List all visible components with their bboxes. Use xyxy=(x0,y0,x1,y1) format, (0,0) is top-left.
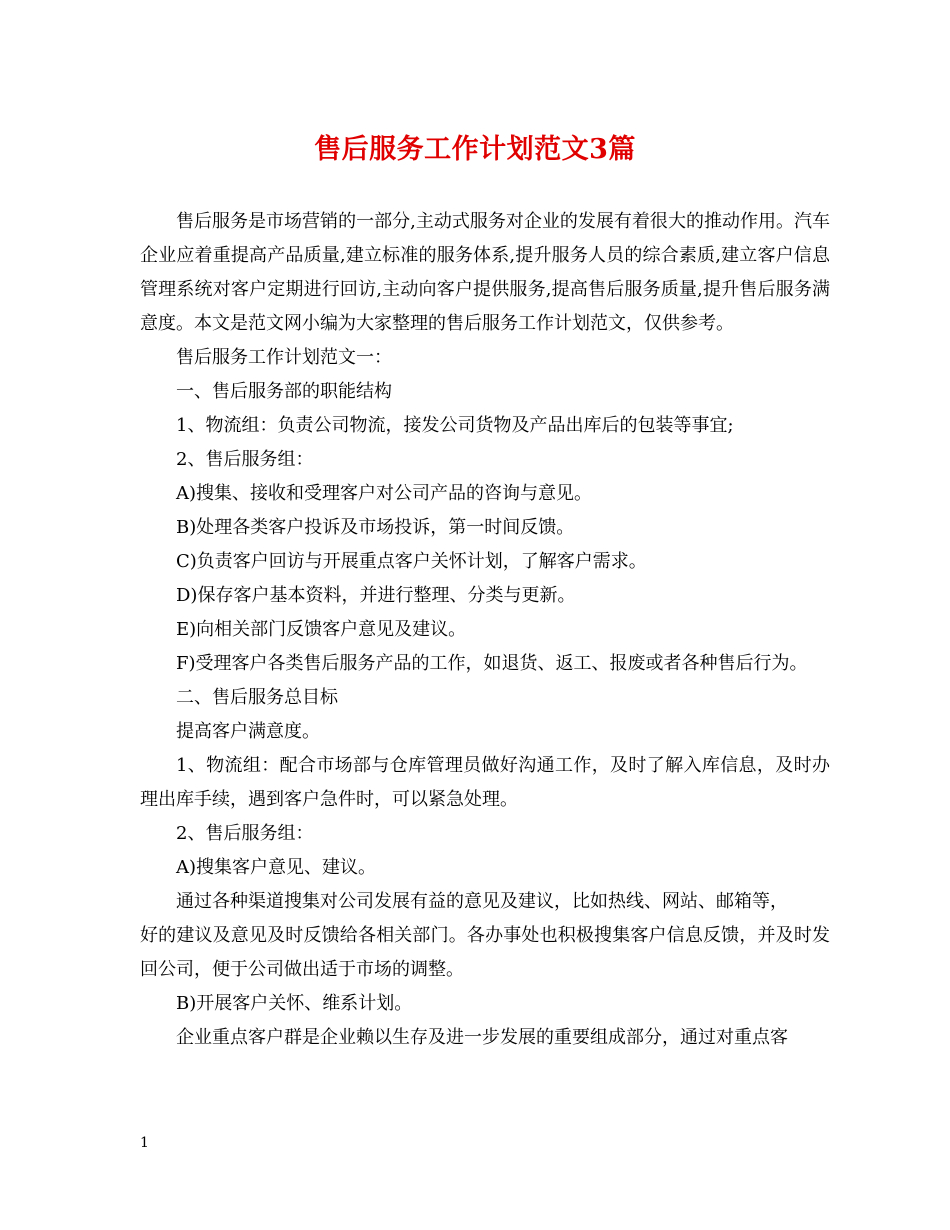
document-title: 售后服务工作计划范文3篇 xyxy=(314,134,636,165)
goal-logistics-group: 1、物流组：配合市场部与仓库管理员做好沟通工作，及时了解入库信息，及时办理出库手续，遇到客户急件时，可以紧急处理。 xyxy=(140,755,830,810)
page-number: 1 xyxy=(140,1135,149,1151)
section-heading-goals: 二、售后服务总目标 xyxy=(176,687,338,708)
list-item-c: C)负责客户回访与开展重点客户关怀计划，了解客户需求。 xyxy=(176,551,647,572)
list-item-e: E)向相关部门反馈客户意见及建议。 xyxy=(176,619,467,640)
goal-item-a-detail-2: 好的建议及意见及时反馈给各相关部门。各办事处也积极搜集客户信息反馈，并及时发回公司，便于公司做出适于市场的调整。 xyxy=(140,925,830,980)
list-item-a: A)搜集、接收和受理客户对公司产品的咨询与意见。 xyxy=(176,483,593,504)
goal-statement: 提高客户满意度。 xyxy=(176,721,320,742)
goal-item-a: A)搜集客户意见、建议。 xyxy=(176,857,377,878)
list-item-b: B)处理各类客户投诉及市场投诉，第一时间反馈。 xyxy=(176,517,575,538)
goal-item-b-detail: 企业重点客户群是企业赖以生存及进一步发展的重要组成部分，通过对重点客 xyxy=(176,1027,788,1048)
list-item-logistics-group: 1、物流组：负责公司物流，接发公司货物及产品出库后的包装等事宜; xyxy=(176,415,734,436)
goal-service-group: 2、售后服务组： xyxy=(176,823,314,844)
goal-item-b: B)开展客户关怀、维系计划。 xyxy=(176,993,413,1014)
list-item-d: D)保存客户基本资料，并进行整理、分类与更新。 xyxy=(176,585,576,606)
section-heading-functions: 一、售后服务部的职能结构 xyxy=(176,381,392,402)
goal-item-a-detail-1: 通过各种渠道搜集对公司发展有益的意见及建议，比如热线、网站、邮箱等， xyxy=(176,891,788,912)
list-item-service-group: 2、售后服务组： xyxy=(176,449,314,470)
paragraph-intro: 售后服务是市场营销的一部分,主动式服务对企业的发展有着很大的推动作用。汽车企业应着重提高产品质量,建立标准的服务体系,提升服务人员的综合素质,建立客户信息管理系统对客户定期进行回访,主动向客户提供服务,提高售后服务质量,提升售后服务满意度。本文是范文网小编为大家整理的售后服务工作计划范文，仅供参考。 xyxy=(140,211,830,334)
document-body xyxy=(140,205,830,1055)
paragraph-sample-one-heading: 售后服务工作计划范文一： xyxy=(176,347,392,368)
list-item-f: F)受理客户各类售后服务产品的工作，如退货、返工、报废或者各种售后行为。 xyxy=(176,653,808,674)
